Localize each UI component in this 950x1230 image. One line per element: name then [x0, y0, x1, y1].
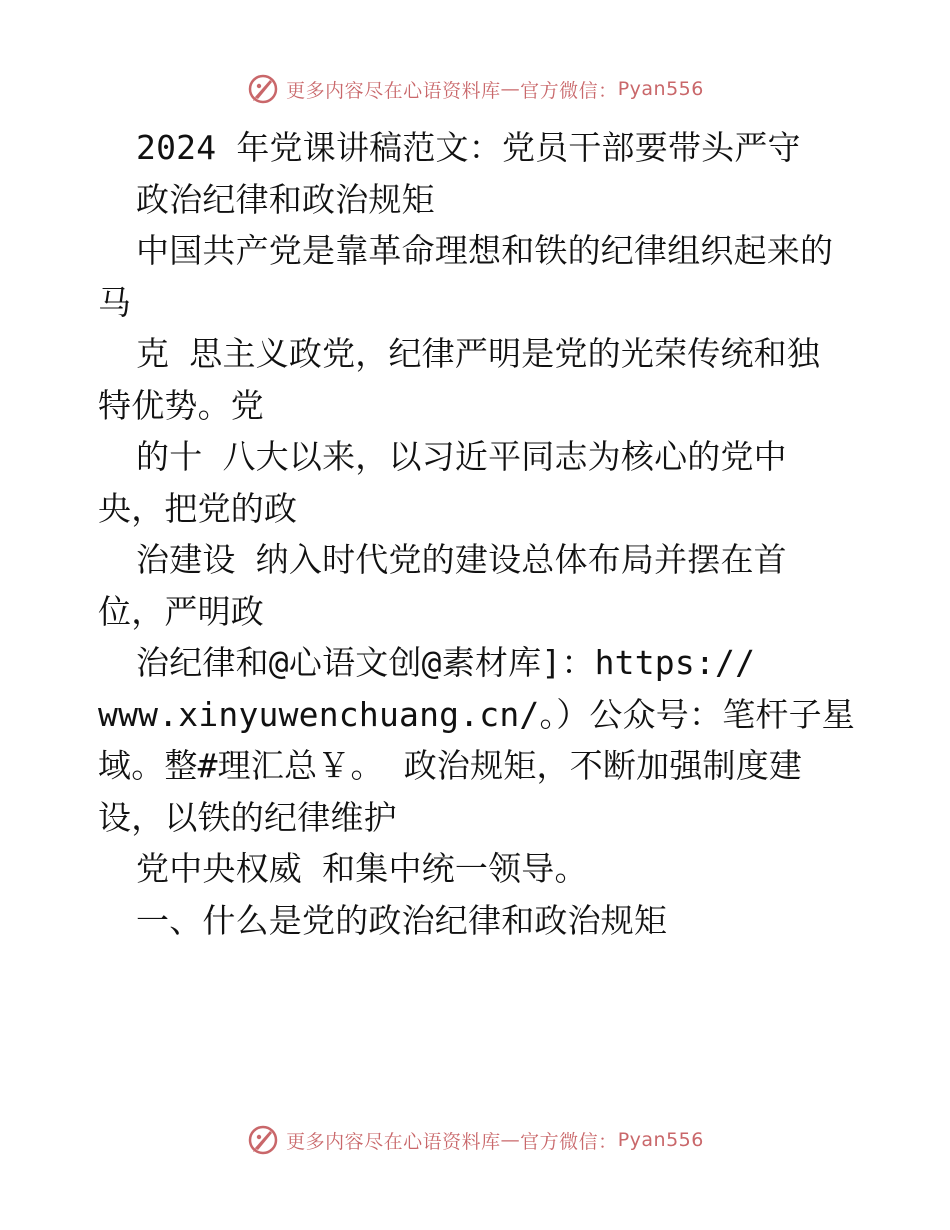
text-line: 的十 八大以来，以习近平同志为核心的党中: [136, 437, 787, 476]
watermark-official-label: 官方微信：: [520, 1130, 618, 1153]
text-line: 位，严明政: [98, 591, 264, 631]
watermark-text: 更多内容尽在心语资料库: [286, 79, 501, 102]
document-body: [98, 122, 858, 946]
quill-logo-icon: [246, 1123, 280, 1157]
watermark-separator: —: [500, 78, 521, 100]
watermark-account: Pyan556: [617, 78, 704, 100]
text-line: 马: [98, 282, 132, 322]
text-line: 治纪律和@心语文创@素材库]：https://: [136, 643, 756, 682]
text-line: 一、什么是党的政治纪律和政治规矩: [136, 900, 668, 940]
text-line: 治建设 纳入时代党的建设总体布局并摆在首: [136, 540, 787, 579]
text-line: 设，以铁的纪律维护: [98, 797, 397, 837]
text-line: 域。整#理汇总￥。 政治规矩，不断加强制度建: [98, 746, 803, 785]
text-line: www.xinyuwenchuang.cn/。）公众号：笔杆子星: [98, 694, 855, 734]
text-line: 政治纪律和政治规矩: [136, 179, 435, 219]
watermark-separator: —: [500, 1129, 521, 1151]
text-line: 2024 年党课讲稿范文：党员干部要带头严守: [136, 128, 801, 167]
header-watermark: [0, 72, 950, 106]
text-line: 党中央权威 和集中统一领导。: [136, 849, 588, 888]
watermark-account: Pyan556: [617, 1129, 704, 1151]
text-line: 特优势。党: [98, 385, 264, 425]
text-line: 克 思主义政党，纪律严明是党的光荣传统和独: [136, 334, 821, 373]
watermark-official-label: 官方微信：: [520, 79, 618, 102]
watermark-text: 更多内容尽在心语资料库: [286, 1130, 501, 1153]
quill-logo-icon: [246, 72, 280, 106]
footer-watermark: [0, 1123, 950, 1157]
text-line: 央，把党的政: [98, 488, 298, 528]
text-line: 中国共产党是靠革命理想和铁的纪律组织起来的: [136, 231, 834, 270]
